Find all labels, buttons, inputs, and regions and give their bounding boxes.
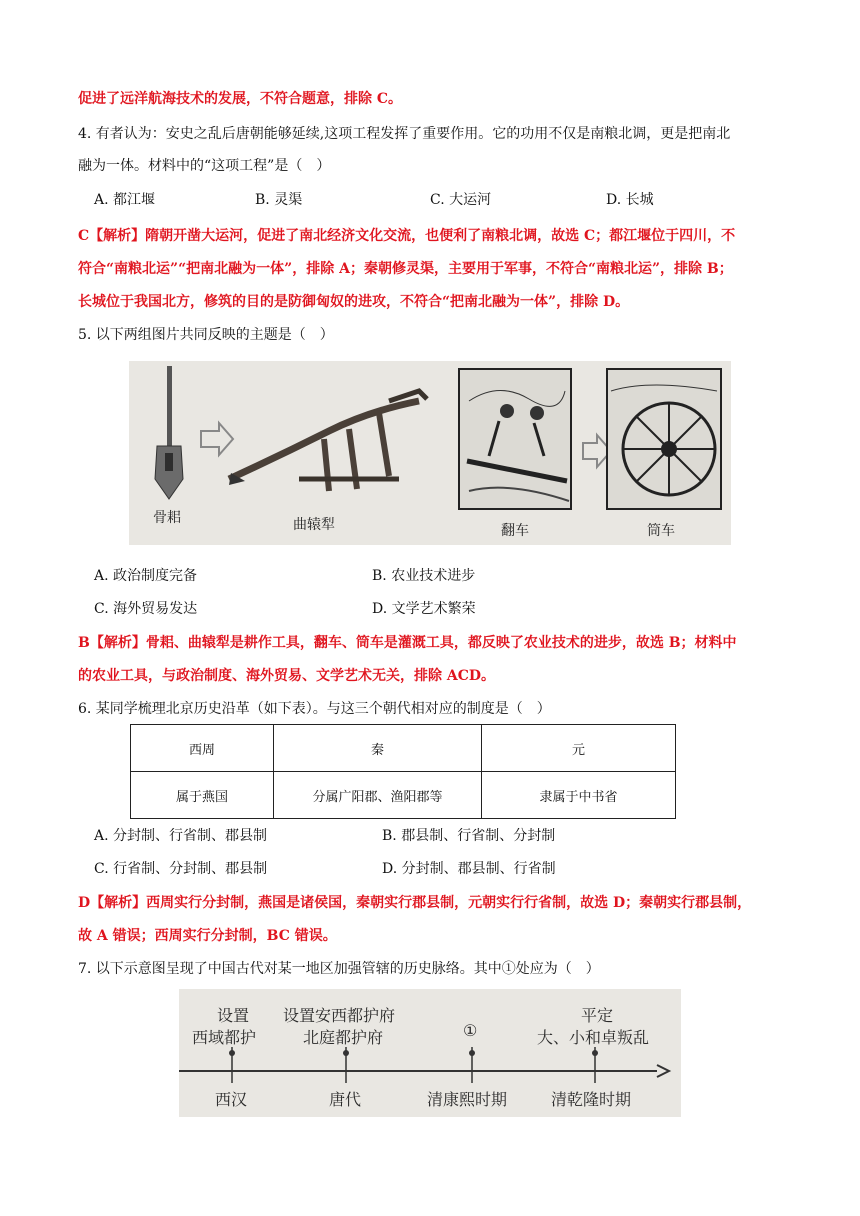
arrow-icon <box>201 423 233 455</box>
q7-stem: 7. 以下示意图呈现了中国古代对某一地区加强管辖的历史脉络。其中①处应为（ ） <box>78 961 600 977</box>
q6-analysis-line1: D【解析】西周实行分封制，燕国是诸侯国，秦朝实行郡县制，元朝实行行省制，故选 D；秦朝实行郡县制， <box>78 895 752 911</box>
timeline-period-qianlong: 清乾隆时期 <box>551 1090 632 1109</box>
table-header-cell: 西周 <box>131 725 274 772</box>
table-header-row <box>131 725 676 772</box>
timeline-period-xihan: 西汉 <box>215 1090 248 1109</box>
q4-option-c: C. 大运河 <box>430 192 492 208</box>
bamboo-water-wheel-drawing <box>607 369 721 509</box>
q5-stem: 5. 以下两组图片共同反映的主题是（ ） <box>78 327 334 343</box>
caption-water-wheel: 筒车 <box>647 523 675 539</box>
curved-plough-drawing <box>229 391 427 491</box>
beijing-history-table <box>130 724 676 819</box>
q5-analysis-line1: B【解析】骨耜、曲辕犁是耕作工具，翻车、筒车是灌溉工具，都反映了农业技术的进步，故选 B；材料中 <box>78 635 737 651</box>
q5-option-a: A. 政治制度完备 <box>94 568 198 584</box>
q6-stem: 6. 某同学梳理北京历史沿革（如下表）。与这三个朝代相对应的制度是（ ） <box>78 701 551 717</box>
q4-option-b: B. 灵渠 <box>255 192 303 208</box>
timeline-event-qianlong-1: 平定 <box>581 1006 614 1025</box>
q5-option-d: D. 文学艺术繁荣 <box>372 601 476 617</box>
q6-option-c: C. 行省制、分封制、郡县制 <box>94 861 268 877</box>
q4-stem-line2: 融为一体。材料中的“这项工程”是（ ） <box>78 158 331 174</box>
timeline-figure <box>179 989 681 1117</box>
q4-analysis-line3: 长城位于我国北方，修筑的目的是防御匈奴的进攻，不符合“把南北融为一体”，排除 D。 <box>78 294 630 310</box>
timeline-period-tang: 唐代 <box>329 1090 362 1109</box>
q4-analysis-line1: C【解析】隋朝开凿大运河，促进了南北经济文化交流，也便利了南粮北调，故选 C；都江堰位于四川，不 <box>78 228 736 244</box>
farming-tools-figure <box>129 361 731 545</box>
square-pallet-chain-pump-drawing <box>459 369 571 509</box>
bone-spade-drawing <box>155 366 183 499</box>
q6-analysis-line2: 故 A 错误；西周实行分封制，BC 错误。 <box>78 928 337 944</box>
timeline-period-kangxi: 清康熙时期 <box>427 1090 508 1109</box>
q6-option-b: B. 郡县制、行省制、分封制 <box>382 828 556 844</box>
q5-option-b: B. 农业技术进步 <box>372 568 476 584</box>
q4-stem-line1: 4. 有者认为：安史之乱后唐朝能够延续,这项工程发挥了重要作用。它的功用不仅是南粮北调，更是把南北 <box>78 126 731 142</box>
farming-tools-drawing <box>129 361 731 545</box>
table-row <box>131 772 676 819</box>
q5-analysis-line2: 的农业工具，与政治制度、海外贸易、文学艺术无关，排除 ACD。 <box>78 668 496 684</box>
q4-analysis-line2: 符合“南粮北运”“把南北融为一体”，排除 A；秦朝修灵渠，主要用于军事，不符合“南粮北运”，排除 B； <box>78 261 733 277</box>
table-cell: 分属广阳郡、渔阳郡等 <box>274 772 482 819</box>
q3-explanation-tail: 促进了远洋航海技术的发展，不符合题意，排除 C。 <box>78 91 403 107</box>
caption-curved-plough: 曲辕犁 <box>293 517 335 533</box>
table-header-cell: 元 <box>482 725 676 772</box>
timeline-event-blank: ① <box>463 1021 478 1040</box>
caption-bone-spade: 骨耜 <box>153 510 181 526</box>
q6-option-a: A. 分封制、行省制、郡县制 <box>94 828 268 844</box>
table-cell: 属于燕国 <box>131 772 274 819</box>
caption-chain-pump: 翻车 <box>501 523 529 539</box>
table-header-cell: 秦 <box>274 725 482 772</box>
timeline-event-tang-1: 设置安西都护府 <box>283 1006 396 1025</box>
timeline-event-tang-2: 北庭都护府 <box>303 1028 384 1047</box>
timeline-event-xihan-2: 西域都护 <box>192 1028 257 1047</box>
timeline-event-qianlong-2: 大、小和卓叛乱 <box>537 1028 650 1047</box>
q6-option-d: D. 分封制、郡县制、行省制 <box>382 861 556 877</box>
q4-option-d: D. 长城 <box>606 192 654 208</box>
timeline-event-xihan-1: 设置 <box>217 1006 250 1025</box>
q5-option-c: C. 海外贸易发达 <box>94 601 198 617</box>
q4-option-a: A. 都江堰 <box>94 192 156 208</box>
table-cell: 隶属于中书省 <box>482 772 676 819</box>
